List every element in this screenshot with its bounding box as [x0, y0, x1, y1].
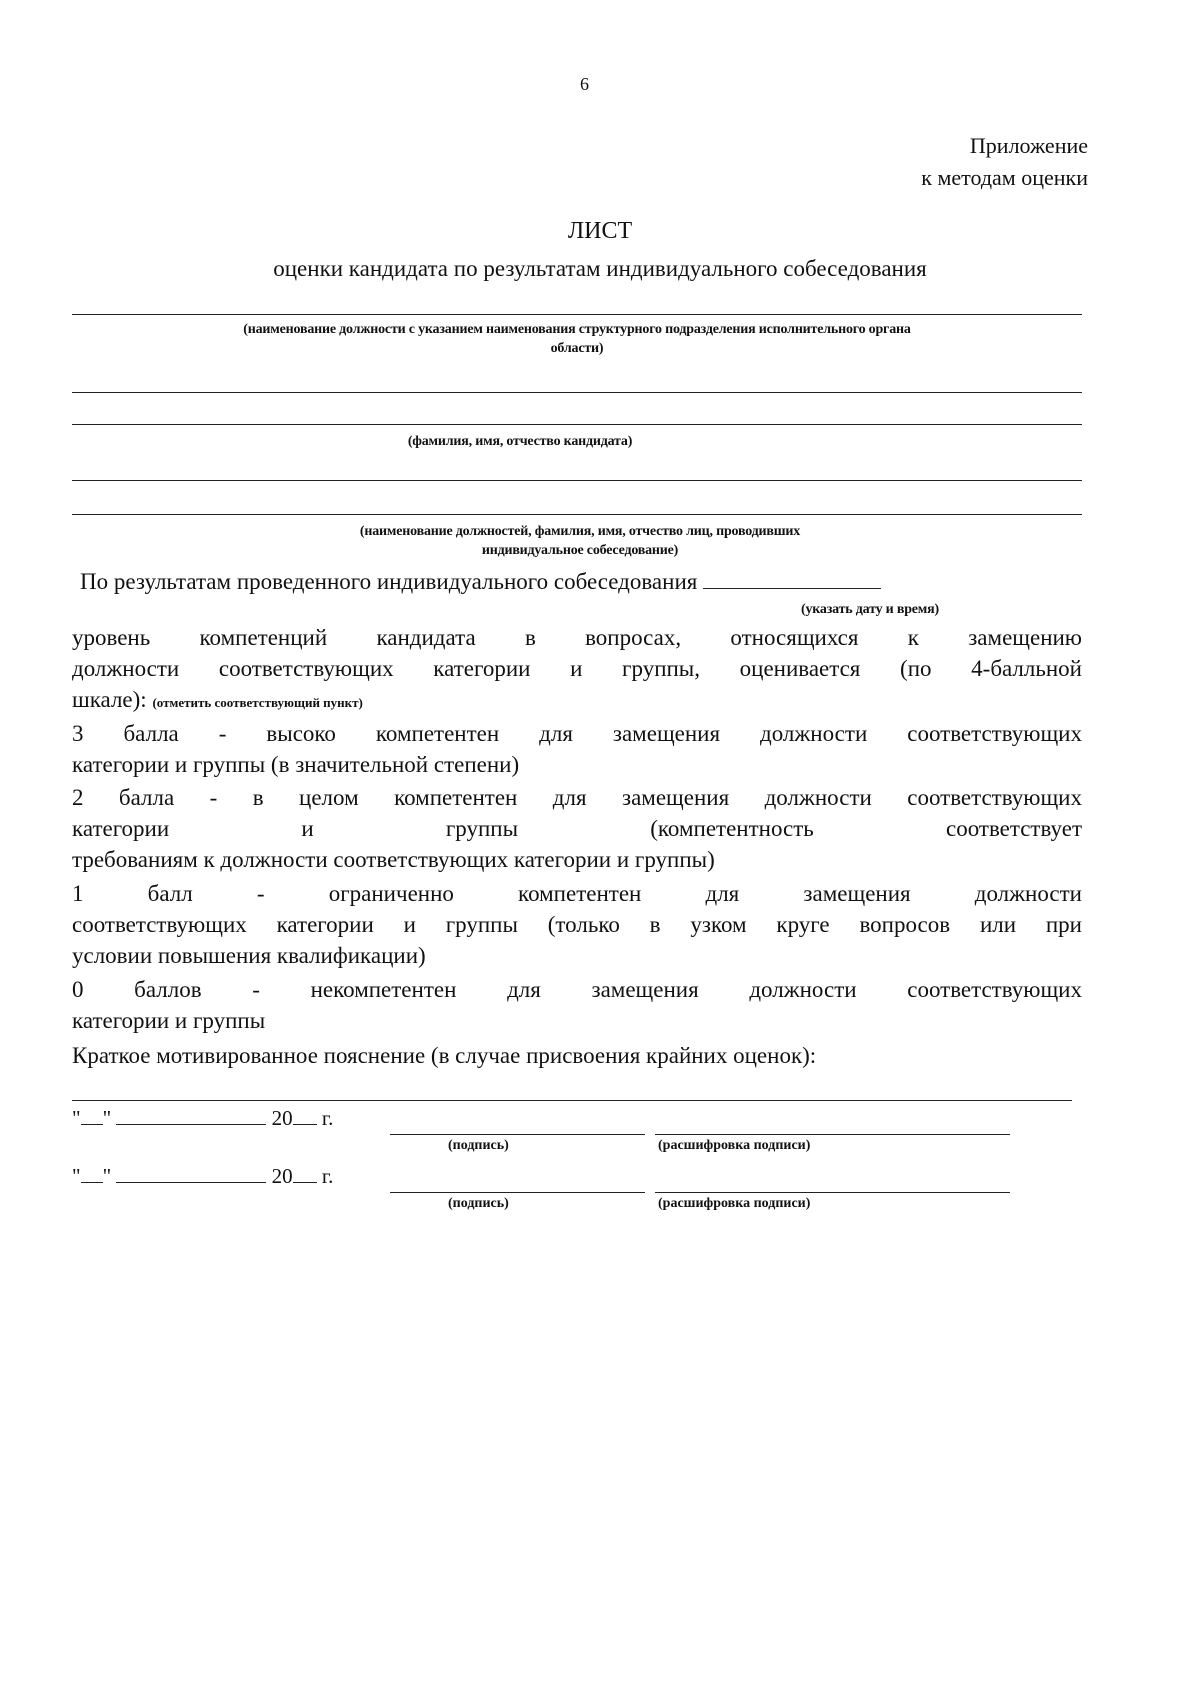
- score-1-item[interactable]: [72, 878, 1082, 971]
- signature-decoding-field-1[interactable]: [655, 1134, 1010, 1135]
- decoding-caption-1: (расшифровка подписи): [658, 1138, 811, 1153]
- year-suffix: г.: [321, 1106, 334, 1130]
- signature-field-1[interactable]: [390, 1134, 645, 1135]
- signature-caption-2: (подпись): [448, 1196, 509, 1211]
- position-caption-line-2: области): [550, 341, 604, 356]
- intro-text: По результатам проведенного индивидуального собеседования: [80, 569, 698, 594]
- day-field[interactable]: [81, 1162, 103, 1183]
- candidate-caption: (фамилия, имя, отчество кандидата): [407, 434, 633, 449]
- quote-open: ": [72, 1106, 81, 1130]
- page-number: 6: [580, 74, 589, 94]
- explanation-field-line[interactable]: [72, 1100, 1072, 1101]
- quote-close: ": [102, 1106, 112, 1130]
- date-time-field[interactable]: [703, 568, 881, 589]
- year-field[interactable]: [293, 1104, 317, 1125]
- level-line-1: уровень компетенций кандидата в вопросах, относящихся к замещению: [72, 625, 1082, 650]
- year-suffix: г.: [321, 1164, 334, 1188]
- score-3-line-1: 3 балла - высоко компетентен для замещения должности соответствующих: [72, 721, 1082, 746]
- appendix-line-2: к методам оценки: [921, 165, 1088, 190]
- document-title: ЛИСТ: [567, 218, 633, 244]
- score-2-line-3: требованиям к должности соответствующих категории и группы): [72, 847, 715, 872]
- interviewers-caption-line-1: (наименование должностей, фамилия, имя, отчество лиц, проводивших: [359, 524, 801, 539]
- month-field[interactable]: [116, 1162, 266, 1183]
- signature-caption-1: (подпись): [448, 1138, 509, 1153]
- position-field-line-2[interactable]: [72, 392, 1082, 393]
- score-0-line-1: 0 баллов - некомпетентен для замещения должности соответствующих: [72, 977, 1082, 1002]
- appendix-label: [921, 130, 1088, 194]
- score-2-line-2: категории и группы (компетентность соответствует: [72, 816, 1082, 841]
- score-3-line-2: категории и группы (в значительной степени): [72, 752, 520, 777]
- level-line-3: [72, 684, 1082, 718]
- position-caption-line-1: (наименование должности с указанием наименования структурного подразделения исполнительного органа: [243, 322, 911, 337]
- quote-close: ": [102, 1164, 112, 1188]
- decoding-caption-2: (расшифровка подписи): [658, 1196, 811, 1211]
- year-field[interactable]: [293, 1162, 317, 1183]
- position-caption: [72, 320, 1082, 358]
- score-1-line-3: условии повышения квалификации): [72, 943, 426, 968]
- score-1-line-1: 1 балл - ограниченно компетентен для замещения должности: [72, 881, 1082, 906]
- level-line-3-text: шкале):: [72, 687, 147, 712]
- signature-row-1: [72, 1104, 333, 1131]
- explanation-paragraph: Краткое мотивированное пояснение (в случае присвоения крайних оценок):: [72, 1043, 817, 1068]
- interviewers-field-line[interactable]: [72, 480, 1082, 481]
- interviewers-caption: [250, 522, 910, 560]
- level-line-2: должности соответствующих категории и группы, оценивается (по 4-балльной: [72, 656, 1082, 681]
- signature-field-2[interactable]: [390, 1192, 645, 1193]
- position-field-line[interactable]: [72, 314, 1082, 315]
- signature-decoding-field-2[interactable]: [655, 1192, 1010, 1193]
- interviewers-caption-line-2: индивидуальное собеседование): [481, 543, 679, 558]
- interviewers-field-line-2[interactable]: [72, 514, 1082, 515]
- intro-paragraph: [80, 566, 1090, 597]
- score-0-item[interactable]: [72, 974, 1082, 1036]
- score-2-line-1: 2 балла - в целом компетентен для замещения должности соответствующих: [72, 785, 1082, 810]
- candidate-field-line[interactable]: [72, 424, 1082, 425]
- level-note: (отметить соответствующий пункт): [152, 695, 363, 710]
- date-time-caption: (указать дату и время): [801, 602, 939, 617]
- appendix-line-1: Приложение: [969, 133, 1088, 158]
- score-2-item[interactable]: [72, 782, 1082, 875]
- year-prefix: 20: [271, 1106, 293, 1130]
- score-1-line-2: соответствующих категории и группы (только в узком круге вопросов или при: [72, 912, 1082, 937]
- document-subtitle: оценки кандидата по результатам индивидуального собеседования: [273, 256, 927, 281]
- level-paragraph: [72, 622, 1082, 718]
- quote-open: ": [72, 1164, 81, 1188]
- month-field[interactable]: [116, 1104, 266, 1125]
- score-0-line-2: категории и группы: [72, 1008, 266, 1033]
- signature-row-2: [72, 1162, 333, 1189]
- year-prefix: 20: [271, 1164, 293, 1188]
- score-3-item[interactable]: [72, 718, 1082, 780]
- day-field[interactable]: [81, 1104, 103, 1125]
